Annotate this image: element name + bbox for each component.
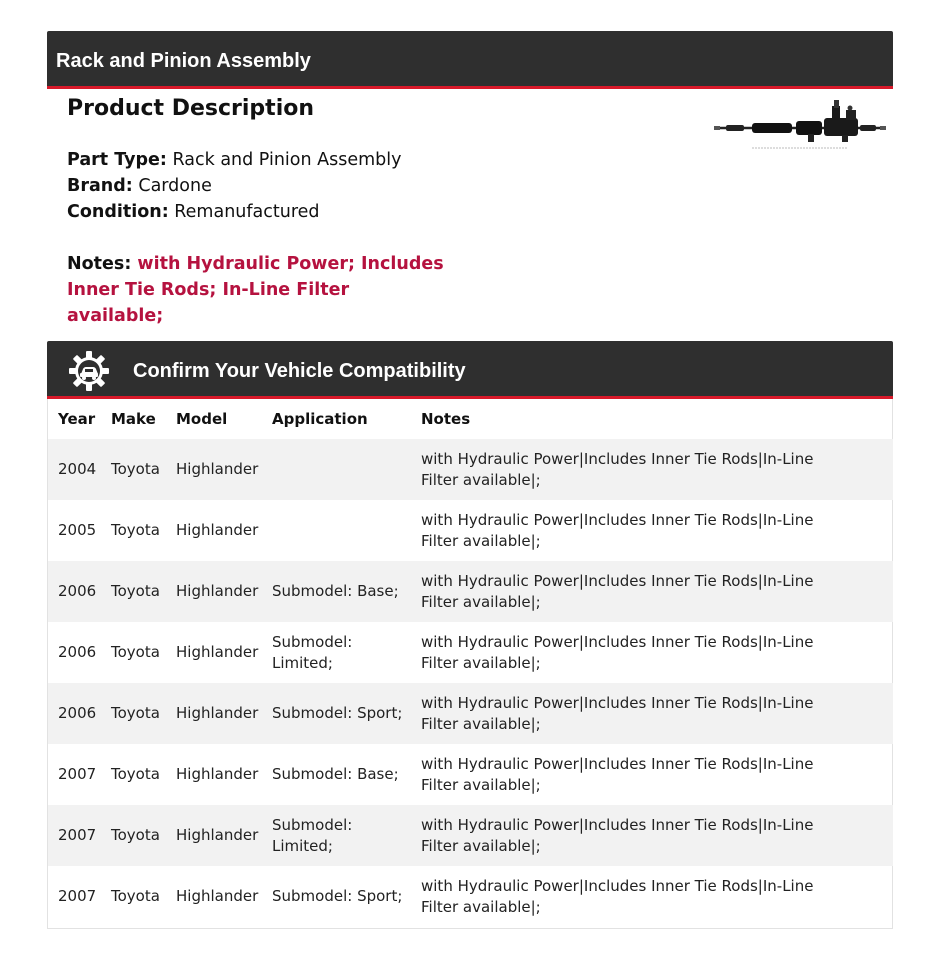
table-row — [48, 866, 893, 927]
part-type-value: Rack and Pinion Assembly — [172, 150, 402, 170]
cell-notes: with Hydraulic Power|Includes Inner Tie Rods|In-Line Filter available|; — [411, 561, 893, 622]
product-title: Rack and Pinion Assembly — [56, 50, 311, 72]
cell-application: Submodel: Limited; — [262, 805, 411, 866]
cell-make: Toyota — [111, 887, 160, 905]
cell-make: Toyota — [101, 805, 166, 866]
cell-make: Toyota — [101, 683, 166, 744]
rack-and-pinion-image — [712, 98, 888, 154]
compatibility-title: Confirm Your Vehicle Compatibility — [133, 360, 466, 382]
col-model: Model — [176, 410, 228, 428]
col-application: Application — [272, 410, 368, 428]
notes-value: with Hydraulic Power; Includes Inner Tie Rods; In-Line Filter available; — [67, 254, 444, 326]
cell-year: 2007 — [58, 887, 97, 905]
cell-application: Submodel: Base; — [272, 765, 399, 783]
cell-model: Highlander — [176, 643, 259, 661]
spec-brand — [67, 173, 447, 199]
cell-make: Toyota — [111, 521, 160, 539]
col-make: Make — [111, 410, 156, 428]
spec-list — [67, 147, 447, 225]
cell-application: Submodel: Sport; — [272, 887, 403, 905]
table-row — [48, 683, 893, 744]
cell-year: 2007 — [58, 765, 97, 783]
cell-application — [262, 500, 411, 561]
cell-notes: with Hydraulic Power|Includes Inner Tie Rods|In-Line Filter available|; — [411, 805, 893, 866]
cell-model: Highlander — [176, 887, 259, 905]
compatibility-header-bar — [47, 341, 893, 399]
description-title: Product Description — [67, 96, 315, 121]
brand-label: Brand: — [67, 176, 133, 196]
cell-model: Highlander — [166, 805, 262, 866]
col-notes: Notes — [421, 410, 471, 428]
col-year: Year — [58, 410, 96, 428]
cell-notes: with Hydraulic Power|Includes Inner Tie Rods|In-Line Filter available|; — [421, 632, 814, 672]
condition-value: Remanufactured — [174, 202, 320, 222]
spec-notes — [67, 251, 447, 329]
cell-make: Toyota — [101, 561, 166, 622]
cell-application: Submodel: Limited; — [272, 632, 353, 672]
cell-year: 2006 — [58, 643, 97, 661]
cell-notes: with Hydraulic Power|Includes Inner Tie Rods|In-Line Filter available|; — [421, 876, 814, 916]
spec-condition — [67, 199, 447, 225]
product-description — [67, 95, 447, 329]
table-row — [48, 805, 893, 866]
cell-notes: with Hydraulic Power|Includes Inner Tie Rods|In-Line Filter available|; — [411, 683, 893, 744]
cell-year: 2006 — [48, 683, 101, 744]
cell-notes: with Hydraulic Power|Includes Inner Tie Rods|In-Line Filter available|; — [411, 439, 893, 500]
table-row — [48, 744, 893, 805]
condition-label: Condition: — [67, 202, 169, 222]
cell-application: Submodel: Sport; — [262, 683, 411, 744]
table-row — [48, 500, 893, 561]
cell-year: 2005 — [58, 521, 97, 539]
spec-part-type — [67, 147, 447, 173]
brand-value: Cardone — [138, 176, 212, 196]
product-header-bar — [47, 31, 893, 89]
cell-model: Highlander — [166, 439, 262, 500]
table-row — [48, 622, 893, 683]
cell-make: Toyota — [111, 643, 160, 661]
table-header-row — [48, 399, 893, 439]
cell-notes: with Hydraulic Power|Includes Inner Tie Rods|In-Line Filter available|; — [421, 754, 814, 794]
cell-year: 2007 — [48, 805, 101, 866]
cell-application: Submodel: Base; — [262, 561, 411, 622]
cell-notes: with Hydraulic Power|Includes Inner Tie Rods|In-Line Filter available|; — [421, 510, 814, 550]
cell-model: Highlander — [166, 561, 262, 622]
cell-model: Highlander — [176, 521, 259, 539]
cell-model: Highlander — [176, 765, 259, 783]
part-type-label: Part Type: — [67, 150, 167, 170]
cell-year: 2004 — [48, 439, 101, 500]
cell-application — [262, 439, 411, 500]
cell-year: 2006 — [48, 561, 101, 622]
cell-make: Toyota — [101, 439, 166, 500]
table-row — [48, 561, 893, 622]
gear-car-icon — [68, 350, 110, 392]
compatibility-table — [47, 399, 893, 929]
notes-label: Notes: — [67, 254, 132, 274]
cell-make: Toyota — [111, 765, 160, 783]
cell-model: Highlander — [166, 683, 262, 744]
table-row — [48, 439, 893, 500]
compatibility-grid — [48, 399, 893, 927]
